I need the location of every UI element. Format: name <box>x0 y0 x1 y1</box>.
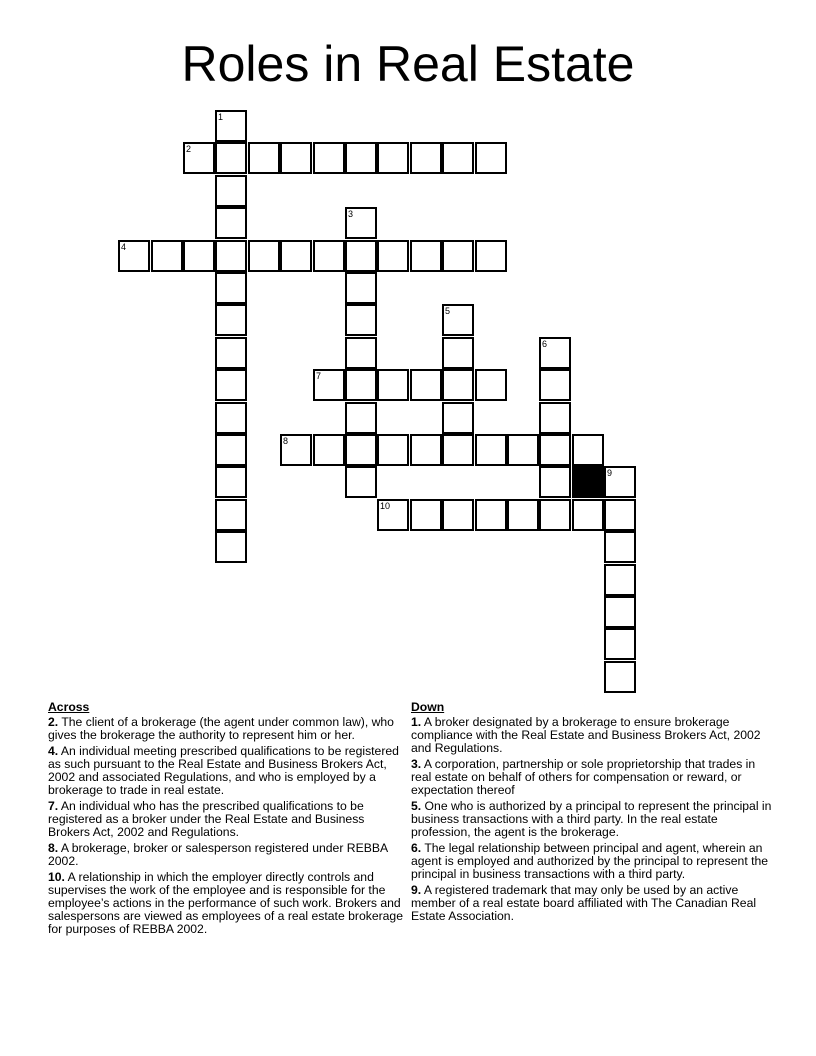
grid-cell[interactable] <box>215 531 247 563</box>
clue-number: 5. <box>411 799 422 813</box>
grid-cell[interactable] <box>604 661 636 693</box>
grid-cell[interactable] <box>572 434 604 466</box>
clue-text: The client of a brokerage (the agent under common law), who gives the brokerage the authority to represent him or her. <box>48 715 394 742</box>
grid-cell[interactable] <box>345 434 377 466</box>
grid-cell[interactable] <box>215 499 247 531</box>
clue-number: 7. <box>48 799 59 813</box>
down-clue <box>411 758 773 797</box>
grid-cell[interactable] <box>604 499 636 531</box>
clue-text: One who is authorized by a principal to represent the principal in business transactions with a third party. In the real estate profession, the agent is the brokerage. <box>411 799 772 839</box>
puzzle-title: Roles in Real Estate <box>181 36 635 92</box>
clue-text: An individual who has the prescribed qualifications to be registered as a broker under the Real Estate and Business Brokers Act, 2002 and Regulations. <box>48 799 365 839</box>
grid-cell[interactable] <box>410 142 442 174</box>
across-clue <box>48 871 408 936</box>
clue-text: A corporation, partnership or sole proprietorship that trades in real estate on behalf of others for compensation or reward, or expectation thereof <box>411 757 756 797</box>
down-heading: Down <box>411 700 445 714</box>
clue-text: A relationship in which the employer directly controls and supervises the work of the employee and is responsible for the employee’s actions in the performance of such work. Brokers and salespersons are viewed as employees of a real estate brokerage for purposes of REBBA 2002. <box>48 870 403 936</box>
clue-number: 2. <box>48 715 59 729</box>
grid-block <box>572 466 604 498</box>
clue-number: 8 <box>283 436 289 446</box>
grid-cell[interactable] <box>377 142 409 174</box>
grid-cell[interactable] <box>215 240 247 272</box>
grid-cell[interactable] <box>215 304 247 336</box>
grid-cell[interactable] <box>345 142 377 174</box>
grid-cell[interactable] <box>313 240 345 272</box>
clue-number: 2 <box>186 144 192 154</box>
clue-number: 1. <box>411 715 422 729</box>
grid-cell[interactable] <box>215 110 247 142</box>
clue-number: 4. <box>48 744 59 758</box>
clue-number: 3. <box>411 757 422 771</box>
grid-cell[interactable] <box>215 466 247 498</box>
grid-cell[interactable] <box>151 240 183 272</box>
grid-cell[interactable] <box>215 402 247 434</box>
clue-number: 9. <box>411 883 422 897</box>
grid-cell[interactable] <box>572 499 604 531</box>
down-clue <box>411 800 773 839</box>
grid-cell[interactable] <box>280 142 312 174</box>
across-clue <box>48 716 408 742</box>
grid-cell[interactable] <box>539 499 571 531</box>
grid-cell[interactable] <box>475 142 507 174</box>
grid-cell[interactable] <box>475 369 507 401</box>
clue-text: An individual meeting prescribed qualifications to be registered as such pursuant to the Real Estate and Business Brokers Act, 2002 and associated Regulations, and who is employed by a brokerage to trade in real estate. <box>48 744 399 797</box>
grid-cell[interactable] <box>313 369 345 401</box>
grid-cell[interactable] <box>475 240 507 272</box>
grid-cell[interactable] <box>442 499 474 531</box>
clue-number: 1 <box>218 112 224 122</box>
grid-cell[interactable] <box>410 369 442 401</box>
grid-cell[interactable] <box>377 434 409 466</box>
grid-cell[interactable] <box>442 402 474 434</box>
clue-number: 3 <box>348 209 354 219</box>
grid-cell[interactable] <box>475 434 507 466</box>
grid-cell[interactable] <box>345 466 377 498</box>
grid-cell[interactable] <box>345 240 377 272</box>
grid-cell[interactable] <box>248 142 280 174</box>
grid-cell[interactable] <box>442 304 474 336</box>
down-clue <box>411 716 773 755</box>
clue-number: 8. <box>48 841 59 855</box>
grid-cell[interactable] <box>345 402 377 434</box>
grid-cell[interactable] <box>183 142 215 174</box>
clue-number: 7 <box>316 371 322 381</box>
clue-number: 4 <box>121 242 127 252</box>
grid-cell[interactable] <box>345 272 377 304</box>
grid-cell[interactable] <box>215 175 247 207</box>
grid-cell[interactable] <box>215 434 247 466</box>
grid-cell[interactable] <box>280 240 312 272</box>
grid-cell[interactable] <box>377 240 409 272</box>
clue-text: A registered trademark that may only be used by an active member of a real estate board affiliated with The Canadian Real Estate Association. <box>411 883 757 923</box>
grid-cell[interactable] <box>410 240 442 272</box>
clue-text: A broker designated by a brokerage to ensure brokerage compliance with the Real Estate and Business Brokers Act, 2002 and Regulations. <box>411 715 761 755</box>
grid-cell[interactable] <box>442 369 474 401</box>
grid-cell[interactable] <box>539 369 571 401</box>
grid-cell[interactable] <box>118 240 150 272</box>
grid-cell[interactable] <box>313 142 345 174</box>
down-clue <box>411 884 773 923</box>
grid-cell[interactable] <box>377 369 409 401</box>
grid-cell[interactable] <box>604 628 636 660</box>
grid-cell[interactable] <box>215 369 247 401</box>
grid-cell[interactable] <box>313 434 345 466</box>
grid-cell[interactable] <box>215 207 247 239</box>
grid-cell[interactable] <box>215 337 247 369</box>
grid-cell[interactable] <box>345 207 377 239</box>
grid-cell[interactable] <box>604 466 636 498</box>
grid-cell[interactable] <box>604 596 636 628</box>
clue-number: 5 <box>445 306 451 316</box>
clue-text: A brokerage, broker or salesperson registered under REBBA 2002. <box>48 841 388 868</box>
grid-cell[interactable] <box>410 499 442 531</box>
grid-cell[interactable] <box>215 272 247 304</box>
across-clues <box>48 700 408 939</box>
grid-cell[interactable] <box>539 337 571 369</box>
grid-cell[interactable] <box>248 240 280 272</box>
grid-cell[interactable] <box>442 240 474 272</box>
clue-number: 6. <box>411 841 422 855</box>
grid-cell[interactable] <box>345 369 377 401</box>
across-clue <box>48 842 408 868</box>
across-clue-list <box>48 716 408 936</box>
grid-cell[interactable] <box>442 142 474 174</box>
across-heading: Across <box>48 700 90 714</box>
grid-cell[interactable] <box>604 531 636 563</box>
grid-cell[interactable] <box>345 337 377 369</box>
grid-cell[interactable] <box>183 240 215 272</box>
clue-number: 6 <box>542 339 548 349</box>
clue-text: The legal relationship between principal and agent, wherein an agent is employed and authorized by the principal to represent the principal in business transactions with a third party. <box>411 841 769 881</box>
grid-cell[interactable] <box>507 499 539 531</box>
grid-cell[interactable] <box>507 434 539 466</box>
grid-cell[interactable] <box>345 304 377 336</box>
down-clue-list <box>411 716 773 923</box>
grid-cell[interactable] <box>442 434 474 466</box>
grid-cell[interactable] <box>215 142 247 174</box>
down-clues <box>411 700 773 926</box>
clue-number: 10. <box>48 870 65 884</box>
grid-cell[interactable] <box>410 434 442 466</box>
grid-cell[interactable] <box>604 564 636 596</box>
grid-cell[interactable] <box>377 499 409 531</box>
grid-cell[interactable] <box>475 499 507 531</box>
grid-cell[interactable] <box>539 466 571 498</box>
grid-cell[interactable] <box>539 402 571 434</box>
across-clue <box>48 800 408 839</box>
across-clue <box>48 745 408 797</box>
grid-cell[interactable] <box>442 337 474 369</box>
grid-cell[interactable] <box>539 434 571 466</box>
down-clue <box>411 842 773 881</box>
clue-number: 10 <box>380 501 391 511</box>
grid-cell[interactable] <box>280 434 312 466</box>
clue-number: 9 <box>607 468 613 478</box>
